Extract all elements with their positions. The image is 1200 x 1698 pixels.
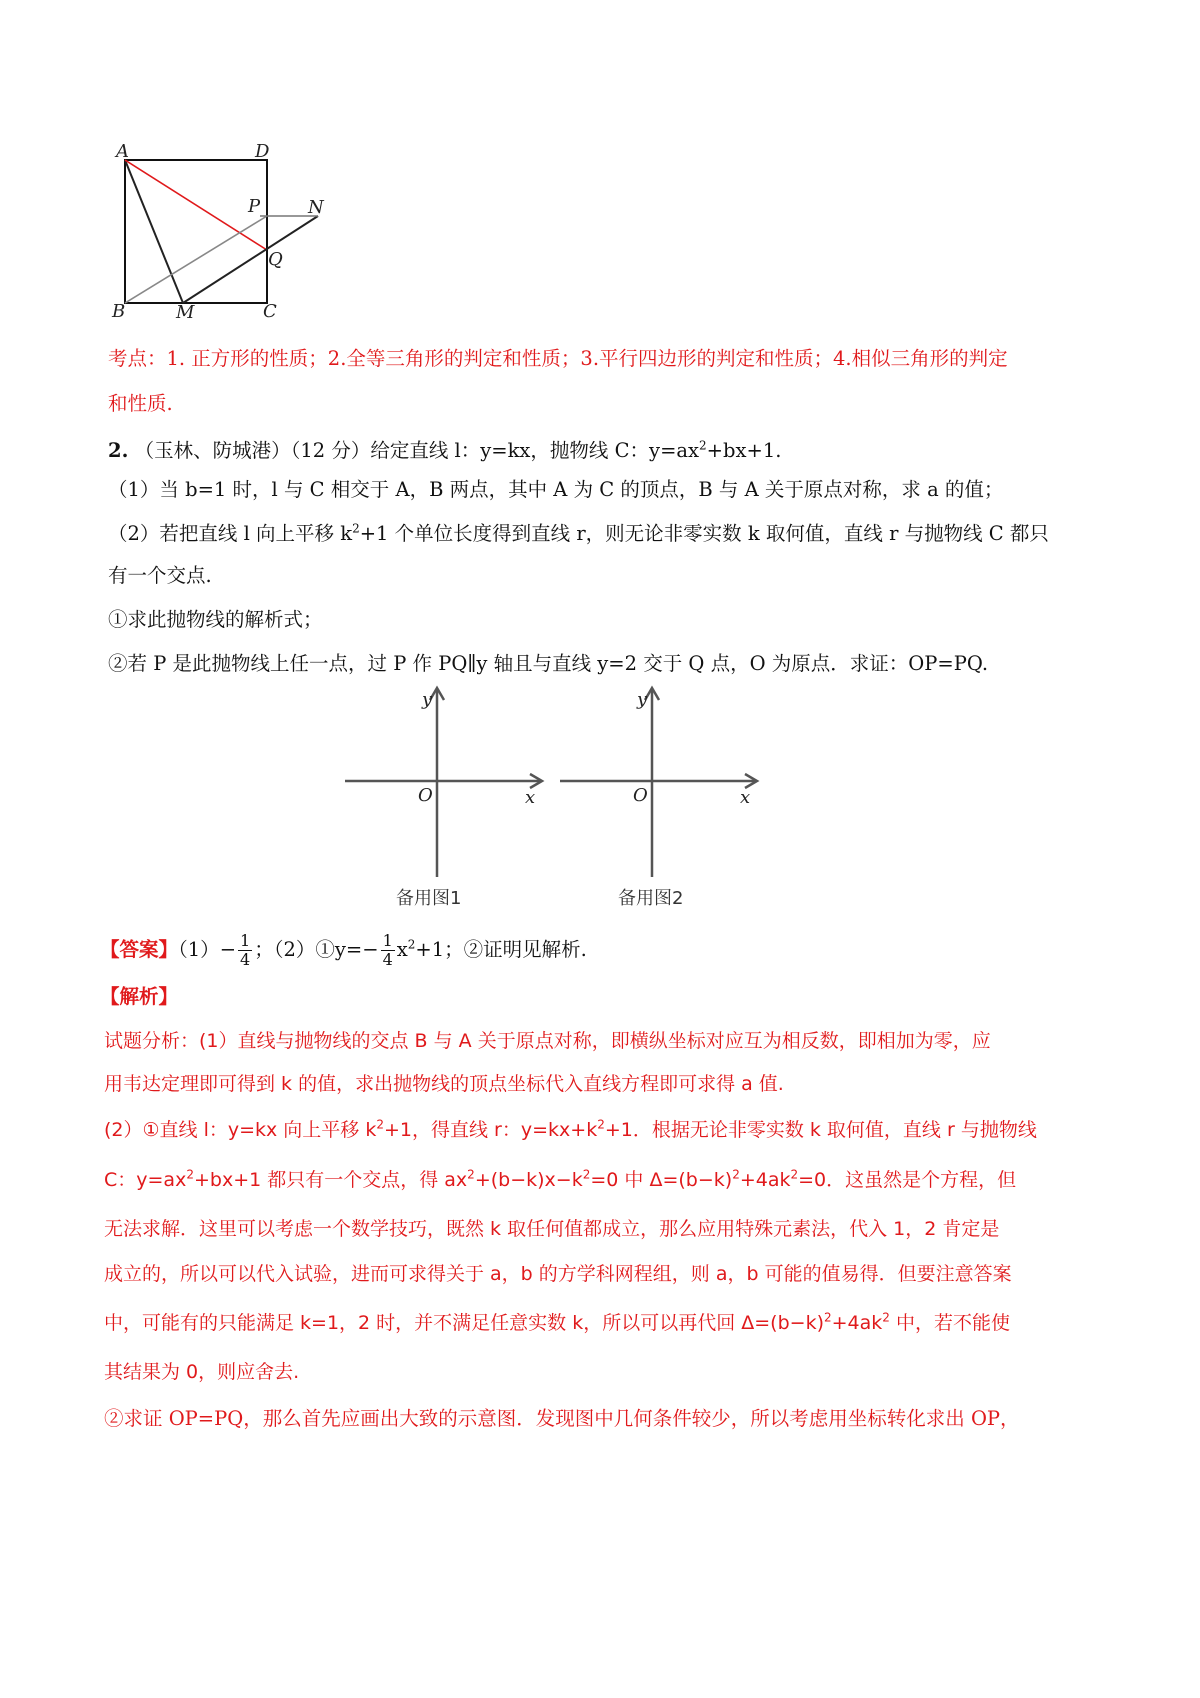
l4-sup-1: 2: [186, 1167, 194, 1182]
axis-label-x: x: [740, 787, 751, 808]
analysis-bracket: 【解析】: [100, 985, 179, 1008]
problem-number: 2.: [108, 439, 129, 462]
l7a: 中，可能有的只能满足 k=1，2 时，并不满足任意实数 k，所以可以再代回 Δ=(b−k): [104, 1312, 824, 1334]
frac-num: 1: [240, 931, 251, 950]
label-b: B: [112, 301, 126, 322]
analysis-line-5: 无法求解．这里可以考虑一个数学技巧，既然 k 取任何值都成立，那么应用特殊元素法，代入 1，2 肯定是: [104, 1218, 1000, 1240]
analysis-line-3: [104, 1116, 1037, 1144]
answer-p1: （1）: [178, 938, 220, 961]
l3-sup-1: 2: [376, 1117, 384, 1132]
label-q: Q: [268, 249, 283, 270]
kaodian-line-2: 和性质.: [108, 392, 173, 415]
label-n: N: [308, 197, 324, 218]
axis-label-y: y: [637, 689, 648, 710]
l7-sup-2: 2: [882, 1310, 890, 1325]
problem-header-tail: +bx+1.: [706, 439, 782, 462]
problem-sub-1: ①求此抛物线的解析式；: [108, 608, 323, 631]
l4a: C：y=ax: [104, 1169, 187, 1191]
origin-label: O: [418, 785, 433, 806]
l7b: +4ak: [831, 1312, 883, 1334]
fraction-one-quarter-2: [381, 932, 395, 969]
l7c: 中，若不能使: [889, 1312, 1010, 1334]
l4-sup-3: 2: [582, 1167, 591, 1182]
analysis-line-9: ②求证 OP=PQ，那么首先应画出大致的示意图．发现图中几何条件较少，所以考虑用坐标转化求出 OP，: [104, 1407, 1020, 1430]
analysis-line-4: [104, 1166, 1016, 1194]
fraction-one-quarter: [238, 932, 252, 969]
label-a: A: [116, 141, 129, 162]
answer-line: [100, 930, 587, 970]
l4-sup-5: 2: [790, 1167, 799, 1182]
axes-caption-2: 备用图2: [618, 888, 684, 909]
axes-figure-2: [555, 685, 770, 880]
answer-sup: 2: [407, 937, 416, 952]
label-p: P: [248, 196, 261, 217]
problem-part-2: [108, 520, 1049, 548]
l4d: =0 中 Δ=(b−k): [590, 1169, 733, 1191]
l4c: +(b−k)x−k: [474, 1169, 583, 1191]
answer-x: x: [396, 938, 408, 961]
analysis-line-8: 其结果为 0，则应舍去.: [104, 1361, 300, 1383]
segment-mn: [183, 216, 318, 303]
problem-header: [108, 437, 781, 465]
l7-sup-1: 2: [824, 1310, 832, 1325]
part2-a: （2）若把直线 l 向上平移 k: [108, 522, 353, 545]
label-c: C: [263, 301, 277, 322]
square-abcd: [125, 160, 267, 303]
l3c: +1．根据无论非零实数 k 取何值，直线 r 与抛物线: [604, 1119, 1037, 1141]
l3a: (2）①直线 l：y=kx 向上平移 k: [104, 1119, 377, 1141]
l4f: =0．这虽然是个方程，但: [798, 1169, 1017, 1191]
problem-header-sup: 2: [699, 438, 707, 453]
part2-b: +1 个单位长度得到直线 r，则无论非零实数 k 取何值，直线 r 与抛物线 C 都只: [359, 522, 1049, 545]
answer-bracket: 【答案】: [100, 938, 179, 961]
segment-aq-red: [125, 160, 267, 250]
axis-label-y: y: [422, 689, 433, 710]
axes-figure-1: [340, 685, 555, 880]
analysis-line-7: [104, 1309, 1010, 1337]
l3b: +1，得直线 r：y=kx+k: [384, 1119, 598, 1141]
l3-sup-2: 2: [597, 1117, 605, 1132]
kaodian-line-1: 考点：1. 正方形的性质；2.全等三角形的判定和性质；3.平行四边形的判定和性质；4.相似三角形的判定: [108, 347, 1008, 370]
answer-p2: ；（2）①y=: [254, 938, 363, 961]
part2-sup: 2: [352, 521, 360, 536]
frac-num-2: 1: [382, 931, 393, 950]
label-m: M: [176, 302, 195, 323]
square-geometry-figure: [100, 140, 340, 330]
problem-part-1: （1）当 b=1 时，l 与 C 相交于 A，B 两点，其中 A 为 C 的顶点，B 与 A 关于原点对称，求 a 的值；: [108, 478, 1004, 501]
problem-header-text: （玉林、防城港）（12 分）给定直线 l：y=kx，抛物线 C：y=ax: [134, 439, 700, 462]
axis-label-x: x: [525, 787, 536, 808]
origin-label: O: [633, 785, 648, 806]
frac-den-2: 4: [382, 950, 393, 969]
problem-sub-2: ②若 P 是此抛物线上任一点，过 P 作 PQ∥y 轴且与直线 y=2 交于 Q 点，O 为原点．求证：OP=PQ.: [108, 652, 989, 675]
problem-part-2-line-2: 有一个交点.: [108, 564, 212, 587]
answer-end: +1；②证明见解析.: [415, 938, 587, 961]
segment-am: [125, 160, 183, 303]
answer-minus-1: −: [219, 938, 237, 961]
segment-bp: [125, 216, 267, 303]
l4b: +bx+1 都只有一个交点，得 ax: [193, 1169, 468, 1191]
axes-caption-1: 备用图1: [396, 888, 462, 909]
l4e: +4ak: [739, 1169, 791, 1191]
analysis-line-1: 试题分析：(1）直线与抛物线的交点 B 与 A 关于原点对称，即横纵坐标对应互为相反数，即相加为零，应: [104, 1030, 991, 1052]
frac-den: 4: [240, 950, 251, 969]
label-d: D: [255, 141, 270, 162]
answer-minus-2: −: [362, 938, 379, 961]
analysis-line-6: 成立的，所以可以代入试验，进而可求得关于 a，b 的方学科网程组，则 a，b 可能的值易得．但要注意答案: [104, 1263, 1012, 1285]
l4-sup-2: 2: [467, 1167, 475, 1182]
analysis-line-2: 用韦达定理即可得到 k 的值，求出抛物线的顶点坐标代入直线方程即可求得 a 值.: [104, 1073, 784, 1095]
l4-sup-4: 2: [732, 1167, 740, 1182]
